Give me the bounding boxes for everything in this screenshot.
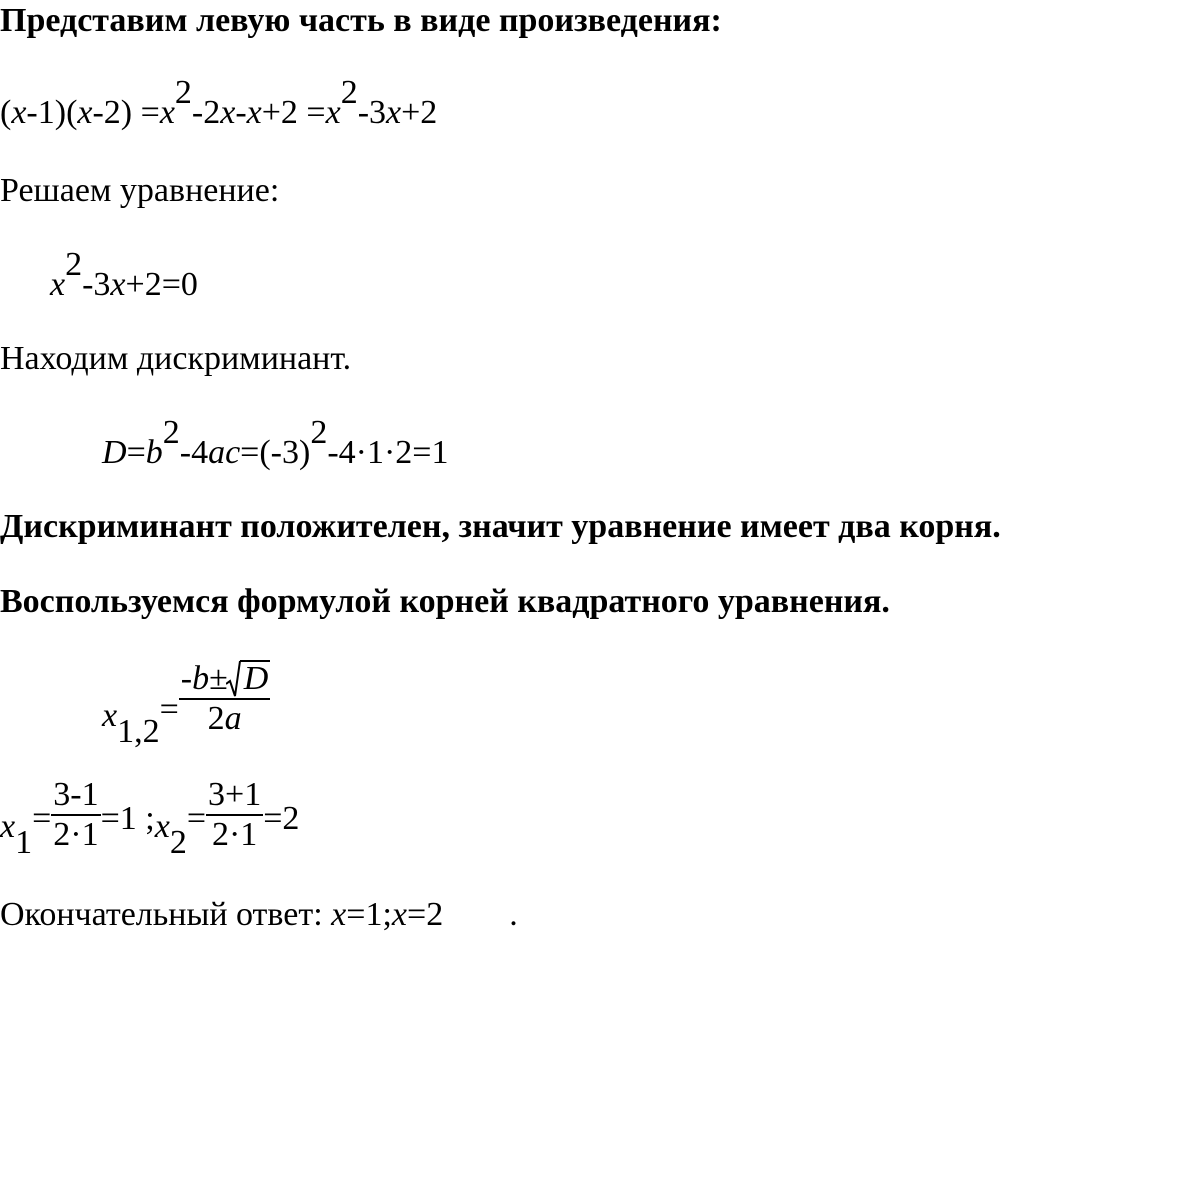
square-root-icon: D xyxy=(228,660,269,696)
discriminant-conclusion: Дискриминант положителен, значит уравнение имеет два корня. xyxy=(0,508,1001,545)
factorization-equation: (x-1)(x-2) =x2-2x-x+2 =x2-3x+2 xyxy=(0,74,438,131)
final-answer: Окончательный ответ: x=1;x=2 . xyxy=(0,896,518,933)
heading-solve: Решаем уравнение: xyxy=(0,172,280,209)
heading-discriminant: Находим дискриминант. xyxy=(0,340,352,377)
heading-product: Представим левую часть в виде произведения: xyxy=(0,2,722,39)
heading-roots-formula: Воспользуемся формулой корней квадратного уравнения. xyxy=(0,583,890,620)
quadratic-equation: x2-3x+2=0 xyxy=(50,246,198,303)
roots-formula: x1,2= -b± D 2a xyxy=(102,660,269,750)
roots-values: x1= $\frac{3-1}{2\cdot 1}$ =1 ;x2= $\frac{3+1}{2\cdot 1}$ =2 xyxy=(0,776,300,861)
roots-formula-fraction: -b± D 2a xyxy=(180,660,269,737)
root2-fraction: $\frac{3+1}{2\cdot 1}$ xyxy=(208,776,262,853)
root1-fraction: $\frac{3-1}{2\cdot 1}$ xyxy=(53,776,99,853)
discriminant-equation: D=b2-4ac=(-3)2-4·1·2=1 xyxy=(102,414,449,471)
